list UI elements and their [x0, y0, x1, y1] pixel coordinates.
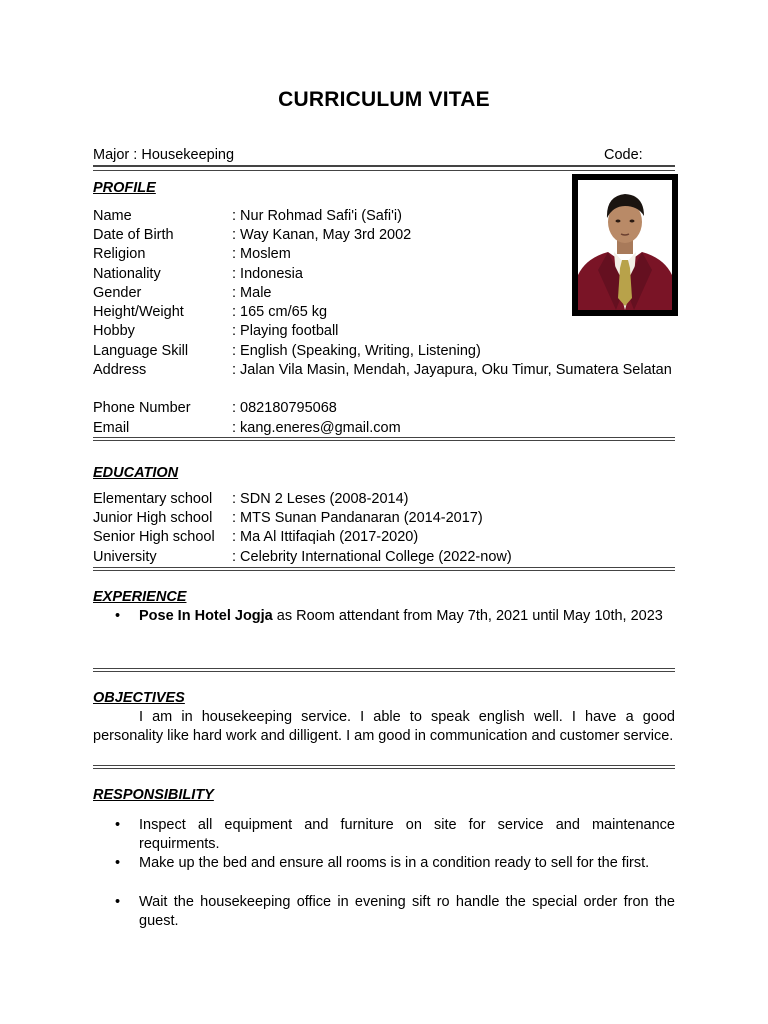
- experience-description: as Room attendant from May 7th, 2021 until May 10th, 2023: [272, 608, 663, 624]
- education-value: : Ma Al Ittifaqiah (2017-2020): [232, 529, 419, 545]
- education-label: Senior High school: [93, 529, 215, 545]
- education-row: [93, 528, 675, 547]
- responsibility-item: Wait the housekeeping office in evening sift ro handle the special order fron the guest.: [139, 894, 675, 929]
- address-value: : Jalan Vila Masin, Mendah, Jayapura, Oku Timur, Sumatera Selatan: [232, 362, 672, 378]
- profile-row: [93, 342, 675, 361]
- responsibility-heading: RESPONSIBILITY: [93, 787, 214, 803]
- profile-value: : Indonesia: [232, 266, 303, 282]
- profile-label: Nationality: [93, 266, 161, 282]
- profile-value: : Nur Rohmad Safi'i (Safi'i): [232, 208, 402, 224]
- education-label: University: [93, 549, 157, 565]
- bullet-marker: •: [115, 855, 121, 871]
- experience-hotel: Pose In Hotel Jogja: [139, 608, 273, 624]
- education-row: [93, 548, 675, 567]
- header-divider: [93, 165, 675, 171]
- education-divider: [93, 567, 675, 571]
- experience-divider: [93, 668, 675, 672]
- major-label: Major : Housekeeping: [93, 147, 235, 163]
- document-title: CURRICULUM VITAE: [278, 88, 490, 111]
- profile-label: Address: [93, 362, 147, 378]
- profile-row: [93, 419, 675, 438]
- responsibility-item: Make up the bed and ensure all rooms is in a condition ready to sell for the first.: [139, 855, 650, 871]
- profile-divider: [93, 437, 675, 441]
- education-value: : Celebrity International College (2022-now): [232, 549, 512, 565]
- responsibility-item: Inspect all equipment and furniture on site for service and maintenance requirments.: [139, 817, 675, 852]
- education-value: : MTS Sunan Pandanaran (2014-2017): [232, 510, 483, 526]
- profile-value: : Moslem: [232, 246, 291, 262]
- bullet-marker: •: [115, 608, 121, 624]
- profile-value: : 082180795068: [232, 400, 337, 416]
- profile-label: Religion: [93, 246, 146, 262]
- profile-value: : 165 cm/65 kg: [232, 304, 328, 320]
- profile-value: : Male: [232, 285, 272, 301]
- profile-label: Date of Birth: [93, 227, 174, 243]
- education-value: : SDN 2 Leses (2008-2014): [232, 491, 409, 507]
- profile-label: Hobby: [93, 323, 135, 339]
- profile-row: [93, 322, 675, 341]
- profile-value: : Playing football: [232, 323, 339, 339]
- code-label: Code:: [604, 147, 643, 163]
- education-label: Junior High school: [93, 510, 213, 526]
- profile-photo: [572, 174, 678, 316]
- education-label: Elementary school: [93, 491, 213, 507]
- profile-value: : kang.eneres@gmail.com: [232, 420, 401, 436]
- bullet-marker: •: [115, 894, 121, 910]
- objectives-text: I am in housekeeping service. I able to speak english well. I have a good personality like hard work and dilligent. I am good in communication and customer service.: [93, 709, 675, 744]
- education-heading: EDUCATION: [93, 465, 179, 481]
- profile-row: [93, 399, 675, 418]
- experience-item: [139, 607, 675, 626]
- education-row: [93, 490, 675, 509]
- objectives-heading: OBJECTIVES: [93, 690, 185, 706]
- profile-label: Height/Weight: [93, 304, 184, 320]
- profile-label: Gender: [93, 285, 142, 301]
- profile-value: : Way Kanan, May 3rd 2002: [232, 227, 412, 243]
- objectives-divider: [93, 765, 675, 769]
- portrait-image: [578, 180, 672, 310]
- profile-label: Language Skill: [93, 343, 189, 359]
- profile-heading: PROFILE: [93, 180, 156, 196]
- profile-value: : English (Speaking, Writing, Listening): [232, 343, 481, 359]
- profile-label: Email: [93, 420, 130, 436]
- profile-label: Phone Number: [93, 400, 191, 416]
- experience-heading: EXPERIENCE: [93, 589, 187, 605]
- profile-label: Name: [93, 208, 132, 224]
- bullet-marker: •: [115, 817, 121, 833]
- education-row: [93, 509, 675, 528]
